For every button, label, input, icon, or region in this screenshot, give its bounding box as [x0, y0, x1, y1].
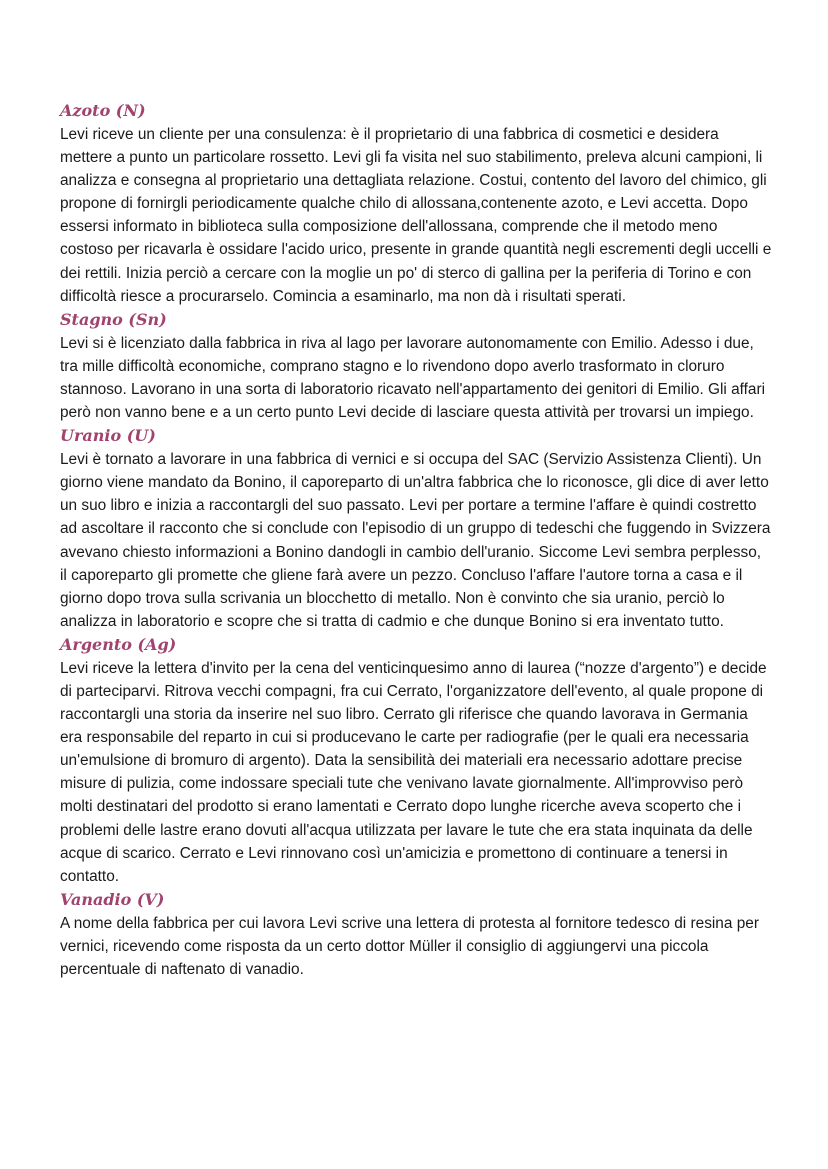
section-body-azoto: Levi riceve un cliente per una consulenza: è il proprietario di una fabbrica di cosmetici e desidera mettere a punto un particolare rossetto. Levi gli fa visita nel suo stabilimento, preleva alcuni campioni, li analizza e consegna al proprietario una dettagliata relazione. Costui, contento del lavoro del chimico, gli propone di fornirgli periodicamente qualche chilo di allossana,contenente azoto, e Levi accetta. Dopo essersi informato in biblioteca sulla composizione dell'allossana, comprende che il metodo meno costoso per ricavarla è ossidare l'acido urico, presente in grande quantità negli escrementi degli uccelli e dei rettili. Inizia perciò a cercare con la moglie un po' di sterco di gallina per la periferia di Torino e con difficoltà riesce a procurarselo. Comincia a esaminarlo, ma non dà i risultati sperati.: [60, 126, 772, 305]
document-page: [60, 99, 772, 981]
section-body-stagno: Levi si è licenziato dalla fabbrica in riva al lago per lavorare autonomamente con Emilio. Adesso i due, tra mille difficoltà economiche, comprano stagno e lo rivendono dopo averlo trasformato in cloruro stannoso. Lavorano in una sorta di laboratorio ricavato nell'appartamento dei genitori di Emilio. Gli affari però non vanno bene e a un certo punto Levi decide di lasciare questa attività per trovarsi un impiego.: [60, 334, 766, 422]
section-heading-uranio: Uranio (U): [60, 426, 156, 446]
section-heading-azoto: Azoto (N): [60, 101, 146, 120]
section-heading-vanadio: Vanadio (V): [60, 889, 165, 909]
section-heading-stagno: Stagno (Sn): [60, 309, 167, 329]
section-body-argento: Levi riceve la lettera d'invito per la cena del venticinquesimo anno di laurea (“nozze d'argento”) e decide di parteciparvi. Ritrova vecchi compagni, fra cui Cerrato, l'organizzatore dell'evento, al quale propone di raccontargli una storia da inserire nel suo libro. Cerrato gli riferisce che quando lavorava in Germania era responsabile del reparto in cui si producevano le carte per radiografie (per le quali era necessaria un'emulsione di bromuro di argento). Data la sensibilità dei materiali era necessario adottare precise misure di pulizia, come indossare speciali tute che venivano lavate giornalmente. All'improvviso però molti destinatari del prodotto si erano lamentati e Cerrato dopo lunghe ricerche aveva scoperto che i problemi delle lastre erano dovuti all'acqua utilizzata per lavare le tute che era stata inquinata da delle acque di scarico. Cerrato e Levi rinnovano così un'amicizia e promettono di continuare a tenersi in contatto.: [60, 659, 767, 885]
section-body-vanadio: A nome della fabbrica per cui lavora Levi scrive una lettera di protesta al fornitore tedesco di resina per vernici, ricevendo come risposta da un certo dottor Müller il consiglio di aggiungervi una piccola percentuale di naftenato di vanadio.: [60, 914, 759, 978]
section-body-uranio: Levi è tornato a lavorare in una fabbrica di vernici e si occupa del SAC (Servizio Assistenza Clienti). Un giorno viene mandato da Bonino, il caporeparto di un'altra fabbrica che lo riconosce, gli dice di aver letto un suo libro e inizia a raccontargli del suo passato. Levi per portare a termine l'affare è quindi costretto ad ascoltare il racconto che si conclude con l'episodio di un gruppo di tedeschi che fuggendo in Svizzera avevano chiesto informazioni a Bonino dandogli in cambio dell'uranio. Siccome Levi sembra perplesso, il caporeparto gli promette che gliene farà avere un pezzo. Concluso l'affare l'autore torna a casa e il giorno dopo trova sulla scrivania un blocchetto di metallo. Non è convinto che sia uranio, perciò lo analizza in laboratorio e scopre che si tratta di cadmio e che dunque Bonino si era inventato tutto.: [60, 451, 771, 630]
section-heading-argento: Argento (Ag): [60, 634, 177, 654]
